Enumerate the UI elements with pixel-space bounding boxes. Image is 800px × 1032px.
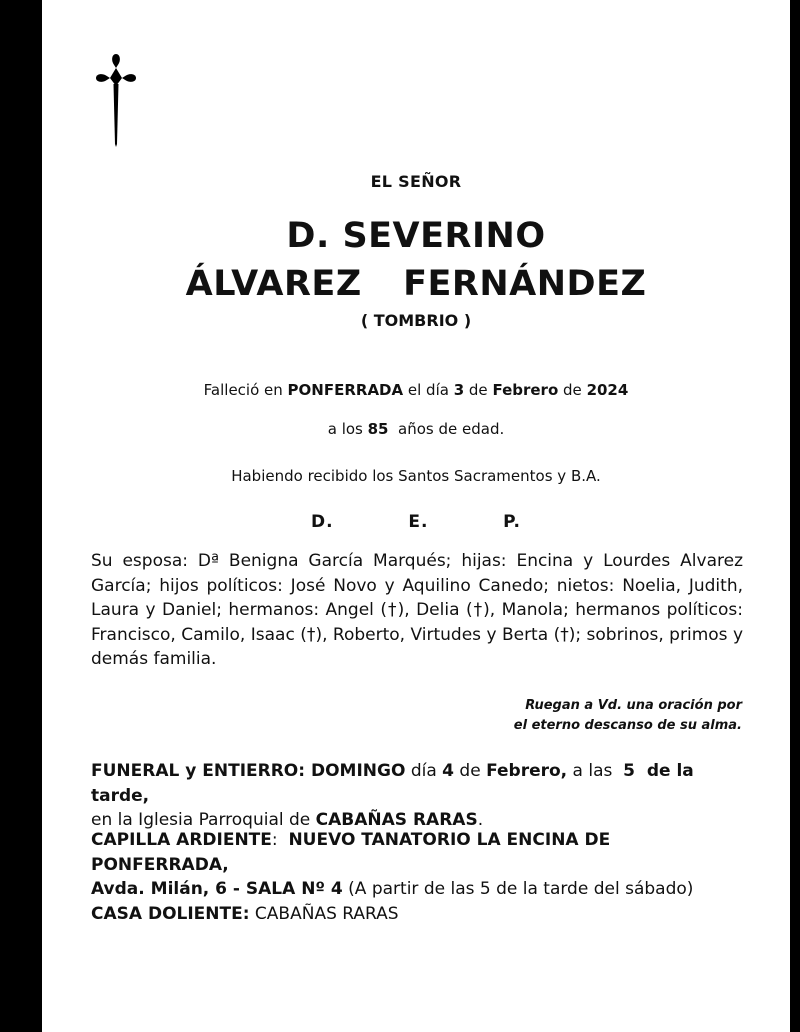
cross-icon — [94, 52, 138, 148]
capilla-info — [91, 828, 751, 902]
deceased-name-line1: D. SEVERINO — [286, 216, 546, 256]
funeral-time: 5 de la tarde, — [91, 761, 700, 806]
casa-info — [91, 902, 751, 927]
death-place: PONFERRADA — [287, 381, 404, 399]
funeral-t4: en la Iglesia Parroquial de — [91, 810, 316, 830]
deceased-name-line2 — [42, 262, 790, 306]
age-suffix: años de edad. — [388, 420, 505, 438]
capilla-address: Avda. Milán, 6 - SALA Nº 4 — [91, 879, 343, 899]
death-month: Febrero — [492, 381, 559, 399]
title-prefix: EL SEÑOR — [370, 172, 462, 191]
death-mid2: de — [464, 381, 493, 399]
obituary-page — [42, 0, 790, 1032]
capilla-label: CAPILLA ARDIENTE — [91, 830, 272, 850]
death-mid3: de — [558, 381, 587, 399]
capilla-note: (A partir de las 5 de la tarde del sábado) — [342, 879, 694, 899]
death-year: 2024 — [586, 381, 629, 399]
death-mid1: el día — [403, 381, 454, 399]
casa-value: CABAÑAS RARAS — [249, 904, 399, 924]
deceased-surnames: ÁLVAREZ FERNÁNDEZ — [185, 264, 647, 304]
prayer-line2: el eterno descanso de su alma. — [513, 718, 742, 733]
nickname: ( TOMBRIO ) — [360, 311, 472, 330]
prayer-request — [514, 696, 742, 736]
funeral-t1: día — [405, 761, 443, 781]
funeral-label: FUNERAL y ENTIERRO: DOMINGO — [91, 761, 406, 781]
funeral-t5: . — [477, 810, 484, 830]
prayer-line1: Ruegan a Vd. una oración por — [525, 698, 742, 713]
funeral-day: 4 — [442, 761, 455, 781]
rip-line: D. E. P. — [311, 512, 521, 532]
funeral-info — [91, 759, 751, 833]
death-day: 3 — [453, 381, 465, 399]
funeral-church: CABAÑAS RARAS — [315, 810, 478, 830]
family-paragraph: Su esposa: Dª Benigna García Marqués; hijas: Encina y Lourdes Alvarez García; hijos políticos: José Novo y Aquilino Canedo; nietos: Noelia, Judith, Laura y Daniel; hermanos: Angel (†), Delia (†), Manola; hermanos políticos: Francisco, Camilo, Isaac (†), Roberto, Virtudes y Berta (†); sobrinos, primos y demás familia. — [91, 551, 743, 669]
funeral-t3: a las — [567, 761, 624, 781]
funeral-t2: de — [454, 761, 487, 781]
age-prefix: a los — [327, 420, 368, 438]
death-notice — [42, 381, 790, 399]
age-line — [42, 420, 790, 438]
capilla-place: NUEVO TANATORIO LA ENCINA DE PONFERRADA, — [91, 830, 617, 875]
funeral-month: Febrero, — [486, 761, 568, 781]
casa-label: CASA DOLIENTE: — [91, 904, 250, 924]
sacraments-line: Habiendo recibido los Santos Sacramentos y B.A. — [231, 467, 601, 485]
death-prefix: Falleció en — [203, 381, 288, 399]
capilla-t1: : — [271, 830, 289, 850]
age-value: 85 — [367, 420, 389, 438]
